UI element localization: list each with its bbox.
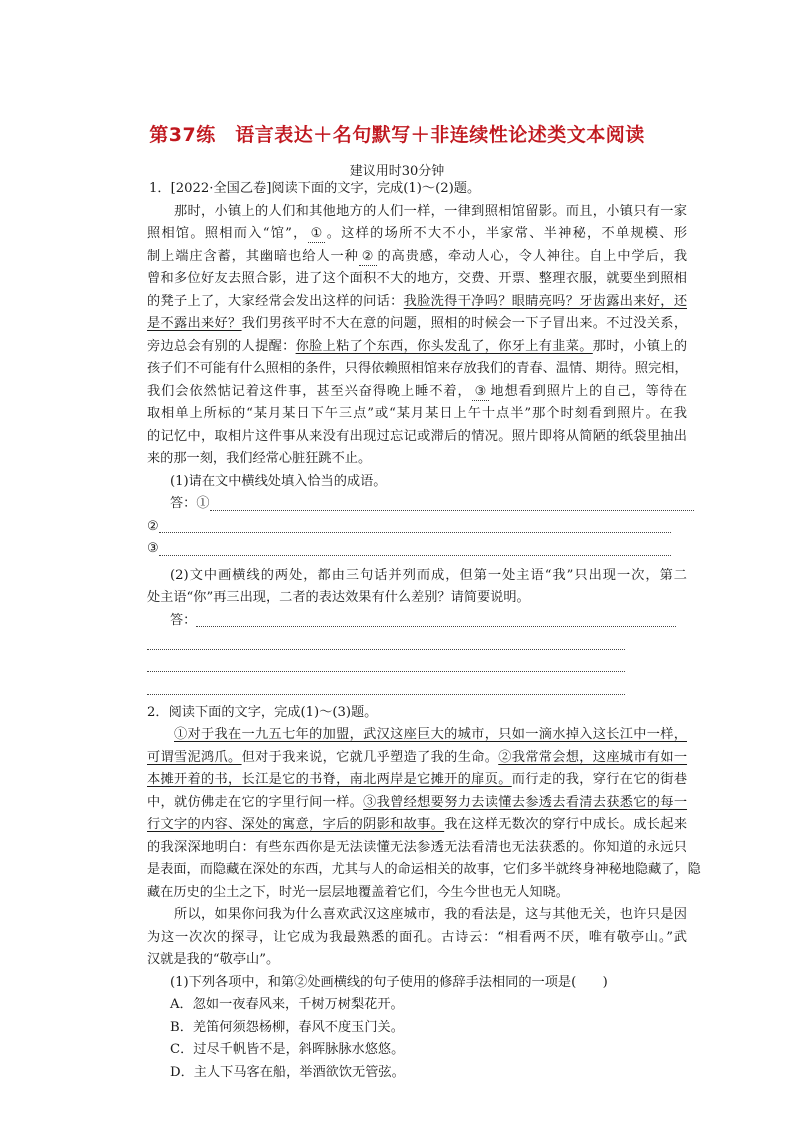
question-1-stem: 1．[2022·全国乙卷]阅读下面的文字，完成(1)～(2)题。 [149,181,481,196]
passage-line: 取相单上所标的“某月某日下午三点”或“某月某日上午十点半”那个时刻看到照片。在我 [147,406,687,421]
passage-line: 为这一次次的探寻，让它成为我最熟悉的面孔。古诗云：“相看两不厌，唯有敬亭山。”武 [147,929,687,945]
passage-line: 曾和多位好友去照合影，进了这个面积不大的地方，交费、开票、整理衣服，就要坐到照相 [147,271,687,286]
time-suggestion: 建议用时30分钟 [349,164,445,179]
answer-line-4[interactable]: 答： [147,610,687,633]
passage-line: 我们会依然惦记着这件事，甚至兴奋得晚上睡不着， ③ 地想看到照片上的自己，等待在 [147,383,687,399]
passage-line: 孩子们不可能有什么照相的条件，只得依赖照相馆来存放我们的青春、温情、期待。照完相， [147,361,688,376]
underlined-sentence-3: ③我曾经想要努力去读懂去参透去看清去获悉它的每一 [363,794,688,810]
underlined-sentence-2: ②我常常会想，这座城市有如一 [498,749,688,765]
passage-line: 是表面，而隐藏在深处的东西，尤其与人的命运相关的故事，它们多半就终身神秘地隐藏了，隐 [147,862,701,877]
answer-line-3[interactable]: ③ [147,538,687,561]
blank-3: ③ [472,384,490,401]
passage-line: 藏在历史的尘土之下，时光一层层地覆盖着它们，今生今世也无人知晓。 [147,884,569,900]
answer-line-2[interactable]: ② [147,516,687,539]
answer-line-6[interactable] [147,655,687,678]
passage-line: 那时，小镇上的人们和其他地方的人们一样，一律到照相馆留影。而且，小镇只有一家 [174,203,687,219]
underlined-sentence-1: ①对于我在一九五七年的加盟，武汉这座巨大的城市，只如一滴水掉入这长江中一样， [174,727,687,742]
passage-line: 中，就仿佛走在它的字里行间一样。③我曾经想要努力去读懂去参透去看清去获悉它的每一 [147,794,688,810]
passage-line: 的我深深地明白：有些东西你是无法读懂无法参透无法看清也无法获悉的。你知道的永远只 [147,839,687,855]
passage-line [147,724,687,747]
option-d[interactable]: D．主人下马客在船，举酒欲饮无管弦。 [170,1064,405,1080]
passage-line: 来的那一刻，我们经常心脏狂跳不止。 [147,451,372,466]
underlined-sentence-1-end: 是不露出来好？ [147,316,242,331]
option-b[interactable]: B．羌笛何须怨杨柳，春风不度玉门关。 [170,1019,404,1035]
underlined-sentence-2: 你脸上粘了个东西，你头发乱了，你牙上有韭菜。 [295,338,593,354]
answer-line-5[interactable] [147,632,687,655]
passage-line: 的凳子上了，大家经常会发出这样的问话：我脸洗得干净吗？眼睛亮吗？牙齿露出来好，还 [147,293,688,309]
option-c[interactable]: C．过尽千帆皆不是，斜晖脉脉水悠悠。 [170,1042,405,1057]
passage-line: 制上端庄含蓄，其幽暗也给人一种 ② 的高贵感，牵动人心，令人神往。自上中学后，我 [147,248,688,264]
passage-line: 行文字的内容、深处的寓意，字后的阴影和故事。我在这样无数次的穿行中成长。成长起来 [147,817,688,832]
page-title: 第37练 语言表达＋名句默写＋非连续性论述类文本阅读 [149,124,645,146]
question-2-passage [147,724,701,972]
answer-line-1[interactable]: 答：① [147,493,687,516]
question-2-sub-1: (1)下列各项中，和第②处画横线的句子使用的修辞手法相同的一项是( ) [170,974,608,990]
document-body [147,178,701,1084]
passage-line: 照相馆。照相而入“馆”， ① 。这样的场所不大不小，半家常、半神秘，不单规模、形 [147,226,688,241]
blank-1: ① [308,226,326,243]
option-a[interactable]: A．忽如一夜春风来，千树万树梨花开。 [170,997,404,1012]
passage-line: 可谓雪泥鸿爪。但对于我来说，它就几乎塑造了我的生命。②我常常会想，这座城市有如一 [147,749,688,765]
question-1-sub-1: (1)请在文中横线处填入恰当的成语。 [170,473,387,489]
answer-line-7[interactable] [147,677,687,700]
question-1-passage [147,201,687,471]
passage-line: 旁边总会有别的人提醒：你脸上粘了个东西，你头发乱了，你牙上有韭菜。那时，小镇上的 [147,338,688,354]
question-1-sub-2: (2)文中画横线的两处，都由三句话并列而成，但第一处主语“我”只出现一次，第二 [170,567,687,583]
blank-2: ② [359,249,377,266]
passage-line: 所以，如果你问我为什么喜欢武汉这座城市，我的看法是，这与其他无关，也许只是因 [174,907,687,922]
passage-line: 是不露出来好？我们男孩平时不大在意的问题，照相的时候会一下子冒出来。不过没关系， [147,316,688,331]
underlined-sentence-1: 我脸洗得干净吗？眼睛亮吗？牙齿露出来好，还 [403,293,688,309]
question-1-sub-2-cont: 处主语“你”再三出现，二者的表达效果有什么差别？请简要说明。 [147,590,530,605]
passage-line: 本摊开着的书，长江是它的书脊，南北两岸是它摊开的扉页。而行走的我，穿行在它的街巷 [147,772,688,787]
passage-line: 的记忆中，取相片这件事从来没有出现过忘记或滞后的情况。照片即将从简陋的纸袋里抽出 [147,428,687,444]
passage-line: 汉就是我的“敬亭山”。 [147,952,280,967]
question-2-stem: 2．阅读下面的文字，完成(1)～(3)题。 [147,704,378,720]
